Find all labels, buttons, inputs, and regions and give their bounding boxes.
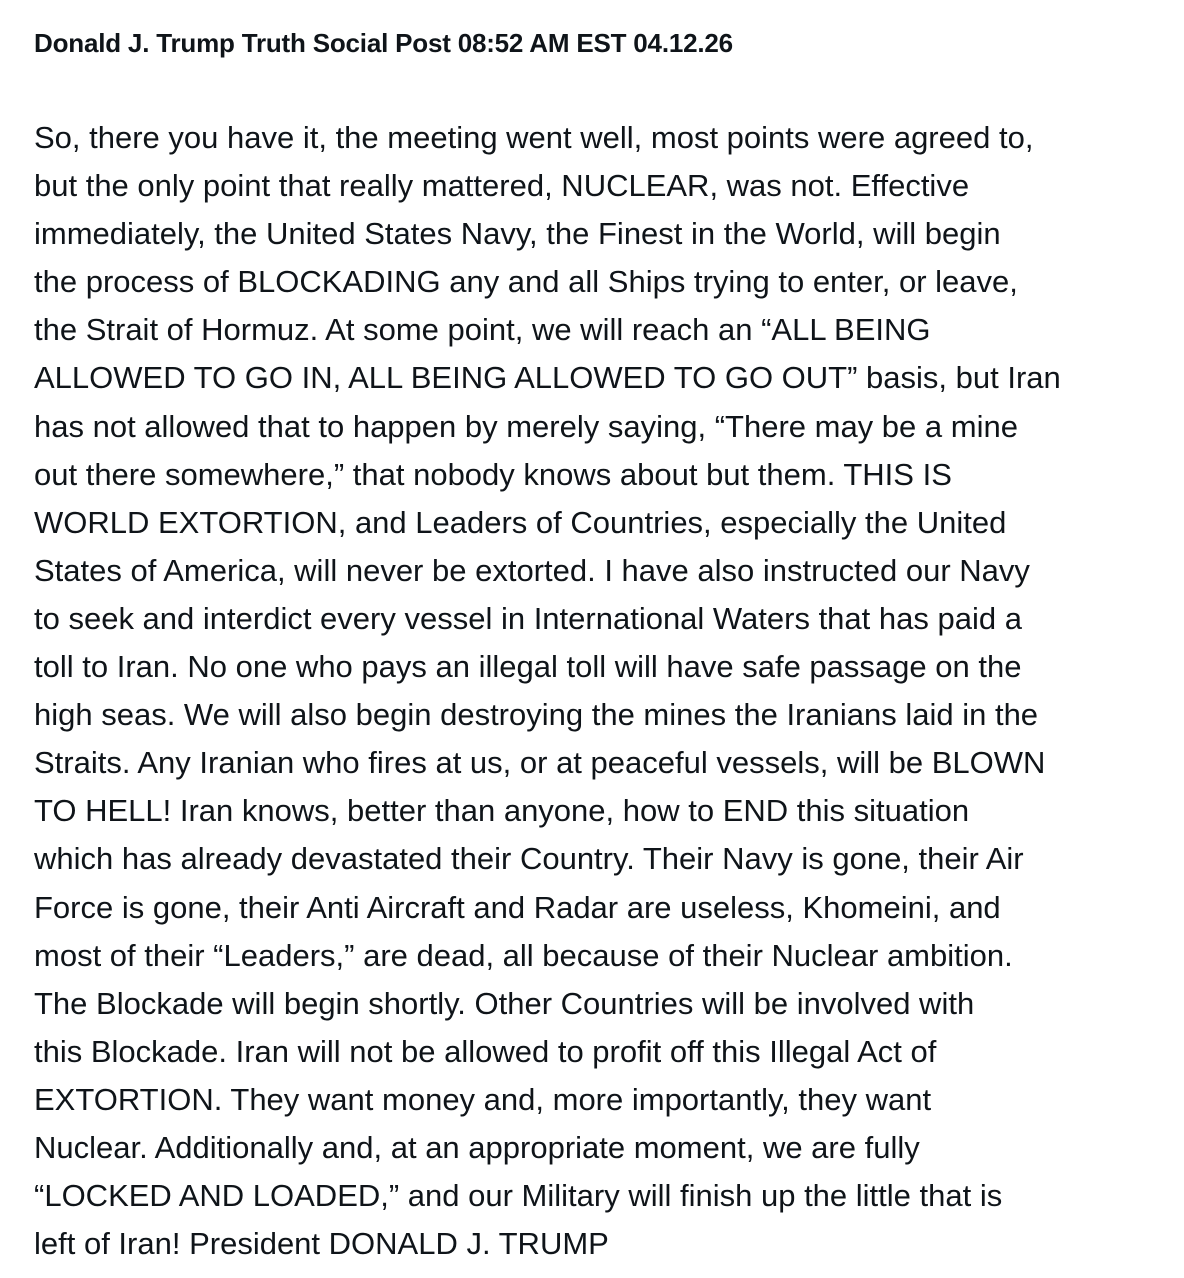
post-header: Donald J. Trump Truth Social Post 08:52 AM EST 04.12.26 [34,28,733,58]
post-body: So, there you have it, the meeting went well, most points were agreed to, but the only point that really mattered, NUCLEAR, was not. Effective immediately, the United States Navy, the Finest in the World, will begin the process of BLOCKADING any and all Ships trying to enter, or leave, the Strait of Hormuz. At some point, we will reach an “ALL BEING ALLOWED TO GO IN, ALL BEING ALLOWED TO GO OUT” basis, but Iran has not allowed that to happen by merely saying, “There may be a mine out there somewhere,” that nobody knows about but them. THIS IS WORLD EXTORTION, and Leaders of Countries, especially the United States of America, will never be extorted. I have also instructed our Navy to seek and interdict every vessel in International Waters that has paid a toll to Iran. No one who pays an illegal toll will have safe passage on the high seas. We will also begin destroying the mines the Iranians laid in the Straits. Any Iranian who fires at us, or at peaceful vessels, will be BLOWN TO HELL! Iran knows, better than anyone, how to END this situation which has already devastated their Country. Their Navy is gone, their Air Force is gone, their Anti Aircraft and Radar are useless, Khomeini, and most of their “Leaders,” are dead, all because of their Nuclear ambition. The Blockade will begin shortly. Other Countries will be involved with this Blockade. Iran will not be allowed to profit off this Illegal Act of EXTORTION. They want money and, more importantly, they want Nuclear. Additionally and, at an appropriate moment, we are fully “LOCKED AND LOADED,” and our Military will finish up the little that is left of Iran! President DONALD J. TRUMP [34,120,1061,1262]
